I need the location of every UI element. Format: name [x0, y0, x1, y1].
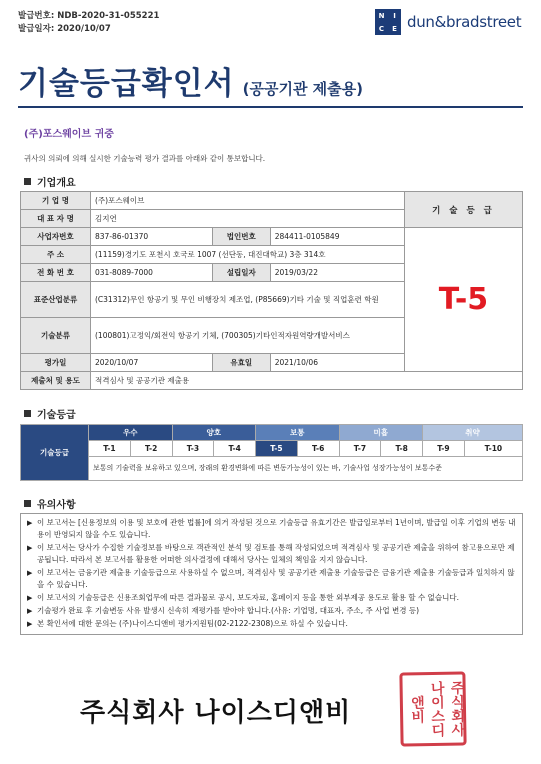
notes-box [20, 513, 523, 635]
logo-text: dun&bradstreet [407, 13, 522, 31]
founded-date: 2019/03/22 [270, 264, 404, 282]
band-insufficient: 미흡 [339, 425, 423, 441]
grade-code: T-6 [297, 441, 339, 457]
triangle-bullet-icon: ▶ [27, 519, 33, 527]
address-label: 주 소 [21, 246, 91, 264]
note-item [27, 618, 516, 630]
tech-grade-value: T-5 [405, 228, 523, 372]
note-item [27, 517, 516, 541]
note-text: 기술평가 완료 후 기술변동 사유 발생시 신속히 재평가를 받아야 합니다.(사유: 기업명, 대표자, 주소, 주 사업 변경 등) [37, 606, 420, 615]
seal-text: 주식회사 [448, 680, 466, 737]
bullet-square-icon [24, 178, 31, 185]
purpose: 적격심사 및 공공기관 제출용 [91, 372, 523, 390]
recipient: (주)포스웨이브 귀중 [24, 129, 114, 140]
band-average: 보통 [256, 425, 340, 441]
band-excellent: 우수 [89, 425, 173, 441]
grade-scale-label: 기술등급 [21, 425, 89, 481]
seal-text: 나이스디앤비 [408, 680, 446, 738]
grade-description: 보통의 기술력을 보유하고 있으며, 장래의 환경변화에 따른 변동가능성이 있는 바, 기술사업 성장가능성이 보통수준 [89, 457, 523, 481]
tech-classification: (100801)고정익/회전익 항공기 기체, (700305)기타인적자원역량개발서비스 [91, 318, 405, 354]
grade-code: T-7 [339, 441, 381, 457]
issue-no: NDB-2020-31-055221 [57, 11, 160, 21]
industry-label: 표준산업분류 [21, 282, 91, 318]
issue-date-label: 발급일자: [18, 24, 55, 34]
phone-label: 전 화 번 호 [21, 264, 91, 282]
bizno-label: 사업자번호 [21, 228, 91, 246]
corpno-label: 법인번호 [212, 228, 270, 246]
note-item [27, 592, 516, 604]
grade-code: T-3 [172, 441, 214, 457]
grade-code: T-8 [381, 441, 423, 457]
purpose-label: 제출처 및 용도 [21, 372, 91, 390]
valid-date: 2021/10/06 [270, 354, 404, 372]
document-title [18, 58, 363, 103]
issue-date: 2020/10/07 [57, 24, 111, 34]
section-grade-heading [24, 406, 76, 421]
note-text: 이 보고서는 당사가 수집한 기술정보를 바탕으로 객관적인 분석 및 검토를 통해 작성되었으며 적격심사 및 공공기관 제출을 위하여 참고용으로만 제공됩니다. 따라서 본 보고서를 활용한 어떠한 의사결정에 대해서 당사는 일체의 책임을 지지 않습니다. [37, 543, 515, 564]
note-text: 이 보고서는 금융기관 제출용 기술등급으로 사용하실 수 없으며, 적격심사 및 공공기관 제출용 기술등급은 금융기관 제출용 기술등급과 일치하지 않을 수 있습니다. [37, 568, 515, 589]
valid-date-label: 유효일 [212, 354, 270, 372]
logo-letter: I [393, 11, 396, 20]
founded-label: 설립일자 [212, 264, 270, 282]
page-title: 기술등급확인서 [18, 66, 235, 102]
note-text: 이 보고서의 기술등급은 신용조회업무에 따른 결과물로 공시, 보도자료, 홈페이지 등을 통한 외부제공 용도로 활용 할 수 없습니다. [37, 593, 460, 602]
issue-no-label: 발급번호: [18, 11, 55, 21]
issuer-company-name: 주식회사 나이스디앤비 [80, 698, 352, 728]
section-notes-heading [24, 496, 76, 511]
note-item [27, 542, 516, 566]
title-divider [18, 106, 523, 108]
business-number: 837-86-01370 [91, 228, 213, 246]
name-label: 기 업 명 [21, 192, 91, 210]
section-overview-heading [24, 174, 76, 189]
tech-class-label: 기술분류 [21, 318, 91, 354]
triangle-bullet-icon: ▶ [27, 620, 33, 628]
ceo-name: 김지연 [91, 210, 405, 228]
band-weak: 취약 [423, 425, 523, 441]
address: (11159)경기도 포천시 호국로 1007 (선단동, 대진대학교) 3층 314호 [91, 246, 405, 264]
logo-letter: E [392, 24, 397, 33]
corporate-number: 284411-0105849 [270, 228, 404, 246]
grade-code: T-1 [89, 441, 131, 457]
section-label: 기업개요 [37, 178, 76, 189]
company-name: (주)포스웨이브 [91, 192, 405, 210]
grade-code: T-4 [214, 441, 256, 457]
triangle-bullet-icon: ▶ [27, 594, 33, 602]
nice-logo-box [375, 9, 401, 35]
grade-code: T-9 [423, 441, 465, 457]
section-label: 기술등급 [37, 410, 76, 421]
grade-code: T-5 [256, 441, 298, 457]
company-info-table [20, 191, 523, 390]
industry-classification: (C31312)무인 항공기 및 무인 비행장치 제조업, (P85669)기타 기술 및 직업훈련 학원 [91, 282, 405, 318]
phone: 031-8089-7000 [91, 264, 213, 282]
page-subtitle: (공공기관 제출용) [242, 80, 363, 98]
eval-date-label: 평가일 [21, 354, 91, 372]
bullet-square-icon [24, 410, 31, 417]
triangle-bullet-icon: ▶ [27, 569, 33, 577]
note-text: 본 확인서에 대한 문의는 (주)나이스디앤비 평가지원팀(02-2122-2308)으로 하실 수 있습니다. [37, 619, 348, 628]
note-item [27, 605, 516, 617]
triangle-bullet-icon: ▶ [27, 607, 33, 615]
intro-text: 귀사의 의뢰에 의해 실시한 기술능력 평가 결과를 아래와 같이 통보합니다. [24, 154, 266, 163]
grade-scale-table [20, 424, 523, 481]
bullet-square-icon [24, 500, 31, 507]
note-text: 이 보고서는 [신용정보의 이용 및 보호에 관한 법률]에 의거 작성된 것으로 기술등급 유효기간은 발급일로부터 1년이며, 발급일 이후 기업의 변동 내용이 반영되지 않을 수도 있습니다. [37, 518, 516, 539]
triangle-bullet-icon: ▶ [27, 544, 33, 552]
issue-info [18, 10, 159, 36]
note-item [27, 567, 516, 591]
company-seal-stamp [399, 671, 466, 746]
logo-letter: C [378, 24, 385, 33]
logo-letter: N [378, 11, 385, 20]
eval-date: 2020/10/07 [91, 354, 213, 372]
section-label: 유의사항 [37, 500, 76, 511]
grade-header: 기 술 등 급 [405, 192, 523, 228]
grade-code: T-10 [464, 441, 522, 457]
nice-dnb-logo [375, 8, 533, 36]
band-good: 양호 [172, 425, 256, 441]
ceo-label: 대 표 자 명 [21, 210, 91, 228]
grade-code: T-2 [130, 441, 172, 457]
